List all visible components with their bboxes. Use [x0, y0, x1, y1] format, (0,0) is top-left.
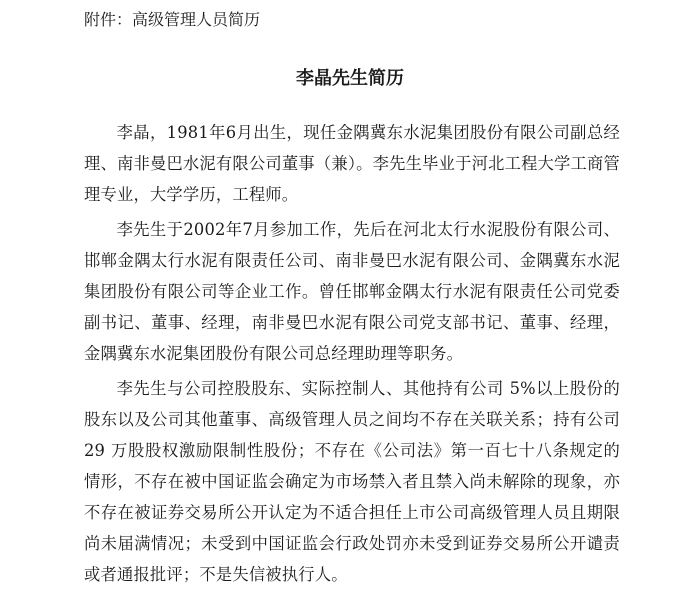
document-title: 李晶先生简历: [296, 68, 404, 89]
paragraph-basic-info: 李晶，1981年6月出生，现任金隅冀东水泥集团股份有限公司副总经理、南非曼巴水泥有限公司董事（兼）。李先生毕业于河北工程大学工商管理专业，大学学历，工程师。: [84, 123, 620, 204]
attachment-label: 附件：高级管理人员简历: [84, 10, 261, 29]
document-body: [84, 117, 620, 594]
paragraph-disclosures: 李先生与公司控股股东、实际控制人、其他持有公司 5%以上股份的股东以及公司其他董事、高级管理人员之间均不存在关联关系；持有公司 29 万股股权激励限制性股份；不存在《公司法》第一百七十八条规定的情形，不存在被中国证监会确定为市场禁入者且禁入尚未解除的现象，亦不存在被证券交易所公开认定为不适合担任上市公司高级管理人员且期限尚未届满情况；未受到中国证监会行政处罚亦未受到证券交易所公开谴责或者通报批评；不是失信被执行人。: [84, 379, 620, 584]
paragraph-work-history: 李先生于2002年7月参加工作，先后在河北太行水泥股份有限公司、邯郸金隅太行水泥有限责任公司、南非曼巴水泥有限公司、金隅冀东水泥集团股份有限公司等企业工作。曾任邯郸金隅太行水泥有限责任公司党委副书记、董事、经理，南非曼巴水泥有限公司党支部书记、董事、经理，金隅冀东水泥集团股份有限公司总经理助理等职务。: [84, 220, 620, 363]
